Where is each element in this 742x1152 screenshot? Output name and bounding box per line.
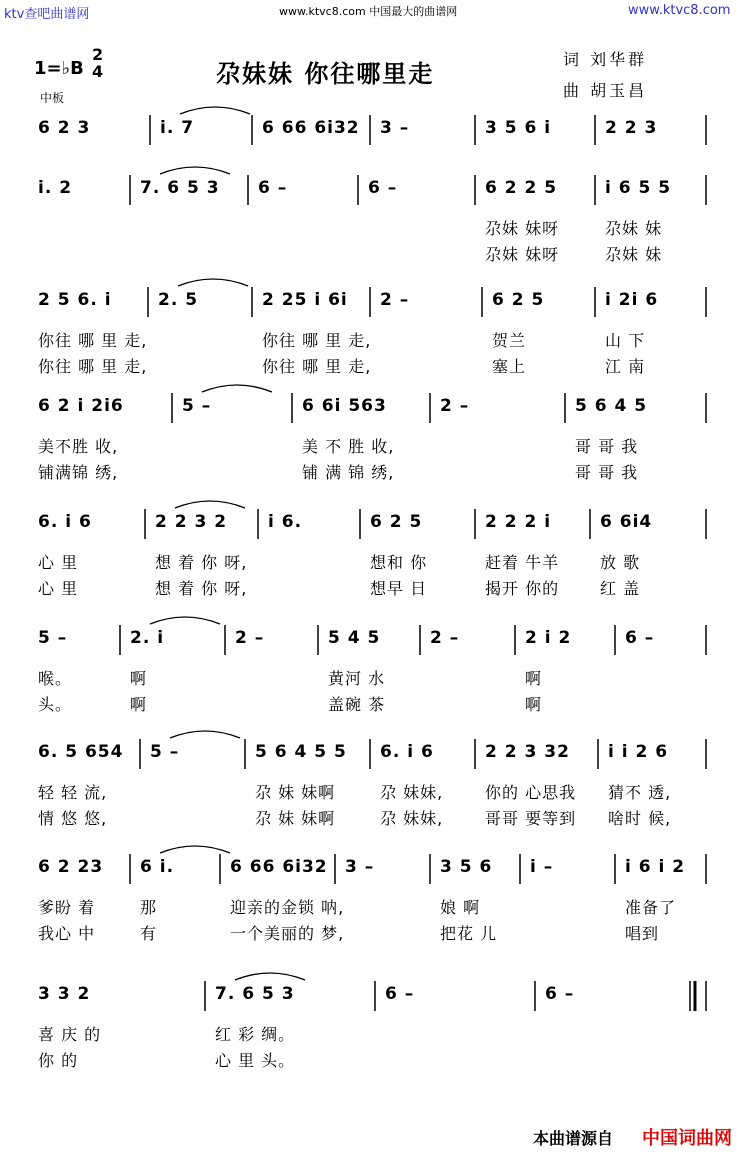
site-logo-left[interactable]: ktv查吧曲谱网 [4, 7, 90, 22]
measure-notes: 2 – [440, 396, 470, 416]
lyric-segment: 尕妹 妹呀 [485, 219, 560, 238]
measure-notes: 6 – [545, 984, 575, 1004]
slur [160, 846, 230, 853]
measure-notes: 5 – [150, 742, 180, 762]
time-signature-bottom: 4 [92, 62, 104, 81]
song-title: 尕妹妹 你往哪里走 [216, 60, 435, 88]
lyric-segment: 哥 哥 我 [575, 463, 639, 482]
measure-notes: 2 – [235, 628, 265, 648]
lyric-segment: 贺兰 [492, 331, 527, 350]
measure-notes: 6 – [625, 628, 655, 648]
measure-notes: 2. i [130, 628, 165, 648]
lyric-segment: 唱到 [625, 924, 660, 943]
score-row [30, 857, 710, 887]
source-label: 本曲谱源自 [533, 1129, 614, 1148]
lyric-segment: 想早 日 [370, 579, 428, 598]
lyric-segment: 美 不 胜 收, [302, 437, 395, 456]
lyric-segment: 娘 啊 [440, 898, 481, 917]
measure-notes: 2 2 3 2 [155, 512, 228, 532]
lyric-segment: 准备了 [625, 898, 677, 917]
slur [160, 167, 230, 174]
slur [178, 279, 248, 286]
lyric-segment: 你往 哪 里 走, [262, 331, 372, 350]
lyric-segment: 你 的 [38, 1051, 79, 1070]
measure-notes: 2 i 2 [525, 628, 572, 648]
lyric-segment: 江 南 [605, 357, 646, 376]
lyric-segment: 啊 [130, 669, 148, 688]
measure-notes: 5 6 4 5 [575, 396, 648, 416]
slur [170, 731, 240, 738]
lyric-segment: 头。 [38, 695, 73, 714]
measure-notes: 6 2 23 [38, 857, 104, 877]
measure-notes: 6 6i4 [600, 512, 653, 532]
measure-notes: 3 – [380, 118, 410, 138]
lyric-segment: 尕妹 妹呀 [485, 245, 560, 264]
lyric-segment: 啊 [525, 695, 543, 714]
score-row [30, 118, 710, 148]
measure-notes: 2 5 6. i [38, 290, 112, 310]
lyric-segment: 哥 哥 我 [575, 437, 639, 456]
lyric-segment: 你往 哪 里 走, [38, 331, 148, 350]
lyric-segment: 心 里 头。 [215, 1051, 296, 1070]
lyric-segment: 喉。 [38, 669, 73, 688]
measure-notes: i. 7 [160, 118, 195, 138]
lyric-segment: 那 [140, 898, 158, 917]
lyric-segment: 喜 庆 的 [38, 1025, 102, 1044]
measure-notes: 6. i 6 [38, 512, 92, 532]
measure-notes: 2 – [430, 628, 460, 648]
lyric-segment: 揭开 你的 [485, 579, 560, 598]
lyric-segment: 铺 满 锦 绣, [302, 463, 395, 482]
measure-notes: 2 25 i 6i [262, 290, 348, 310]
lyric-segment: 你往 哪 里 走, [262, 357, 372, 376]
score-row [30, 396, 710, 426]
lyric-segment: 哥哥 要等到 [485, 809, 577, 828]
time-signature [92, 46, 103, 80]
lyric-segment: 盖碗 茶 [328, 695, 386, 714]
score-row [30, 628, 710, 658]
measure-notes: i 6. [268, 512, 303, 532]
lyric-segment: 轻 轻 流, [38, 783, 108, 802]
slur [180, 107, 250, 114]
lyric-segment: 想和 你 [370, 553, 428, 572]
lyric-segment: 猜不 透, [608, 783, 672, 802]
key-signature: 1=♭B [34, 58, 84, 79]
lyricist-credit: 词 刘华群 [563, 50, 648, 69]
measure-notes: 6 – [368, 178, 398, 198]
measure-notes: 5 4 5 [328, 628, 381, 648]
lyric-segment: 铺满锦 绣, [38, 463, 119, 482]
measure-notes: 6 2 i 2i6 [38, 396, 124, 416]
site-url-right[interactable]: www.ktvc8.com [628, 3, 731, 18]
measure-notes: i – [530, 857, 554, 877]
measure-notes: 2 – [380, 290, 410, 310]
measure-notes: 5 6 4 5 5 [255, 742, 347, 762]
lyric-segment: 想 着 你 呀, [155, 553, 248, 572]
lyric-segment: 你往 哪 里 走, [38, 357, 148, 376]
measure-notes: 3 5 6 [440, 857, 493, 877]
lyric-segment: 放 歌 [600, 553, 641, 572]
lyric-segment: 想 着 你 呀, [155, 579, 248, 598]
score-row [30, 290, 710, 320]
measure-notes: 5 – [38, 628, 68, 648]
lyric-segment: 山 下 [605, 331, 646, 350]
lyric-segment: 黄河 水 [328, 669, 386, 688]
measure-notes: 2 2 2 i [485, 512, 552, 532]
measure-notes: i 6 5 5 [605, 178, 672, 198]
measure-notes: 7. 6 5 3 [140, 178, 220, 198]
score-row [30, 178, 710, 208]
measure-notes: i. 2 [38, 178, 73, 198]
score-row [30, 984, 710, 1014]
lyric-segment: 尕妹 妹 [605, 219, 663, 238]
measure-notes: 6 i. [140, 857, 175, 877]
measure-notes: 5 – [182, 396, 212, 416]
measure-notes: 2 2 3 32 [485, 742, 570, 762]
lyric-segment: 你的 心思我 [485, 783, 577, 802]
time-signature-top: 2 [92, 45, 104, 64]
slur [235, 973, 305, 980]
measure-notes: 3 – [345, 857, 375, 877]
lyric-segment: 尕 妹 妹啊 [255, 809, 336, 828]
measure-notes: 6 2 2 5 [485, 178, 558, 198]
measure-notes: 6 6i 563 [302, 396, 387, 416]
lyric-segment: 情 悠 悠, [38, 809, 108, 828]
measure-notes: 2 2 3 [605, 118, 658, 138]
measure-notes: 6 66 6i32 [230, 857, 328, 877]
tempo-marking: 中板 [40, 91, 65, 105]
lyric-segment: 红 盖 [600, 579, 641, 598]
lyric-segment: 美不胜 收, [38, 437, 119, 456]
lyric-segment: 心 里 [38, 579, 79, 598]
lyric-segment: 一个美丽的 梦, [230, 924, 345, 943]
measure-notes: 6 – [385, 984, 415, 1004]
score-row [30, 742, 710, 772]
measure-notes: 6 66 6i32 [262, 118, 360, 138]
lyric-segment: 尕 妹 妹啊 [255, 783, 336, 802]
measure-notes: 6. 5 654 [38, 742, 124, 762]
slur [175, 501, 245, 508]
lyric-segment: 啥时 候, [608, 809, 672, 828]
measure-notes: 6 2 5 [370, 512, 423, 532]
composer-credit: 曲 胡玉昌 [563, 81, 648, 100]
lyric-segment: 把花 儿 [440, 924, 498, 943]
lyric-segment: 我心 中 [38, 924, 96, 943]
source-site-link[interactable]: 中国词曲网 [642, 1128, 732, 1149]
measure-notes: i 6 i 2 [625, 857, 686, 877]
lyric-segment: 心 里 [38, 553, 79, 572]
measure-notes: 6 2 5 [492, 290, 545, 310]
slur [202, 385, 272, 392]
lyric-segment: 尕妹 妹 [605, 245, 663, 264]
lyric-segment: 塞上 [492, 357, 527, 376]
slur [150, 617, 220, 624]
measure-notes: 6. i 6 [380, 742, 434, 762]
measure-notes: i 2i 6 [605, 290, 659, 310]
measure-notes: 3 5 6 i [485, 118, 552, 138]
lyric-segment: 迎亲的金锁 呐, [230, 898, 345, 917]
lyric-segment: 爹盼 着 [38, 898, 96, 917]
measure-notes: 2. 5 [158, 290, 199, 310]
lyric-segment: 啊 [130, 695, 148, 714]
score-row [30, 512, 710, 542]
lyric-segment: 赶着 牛羊 [485, 553, 560, 572]
lyric-segment: 红 彩 绸。 [215, 1025, 296, 1044]
lyric-segment: 啊 [525, 669, 543, 688]
measure-notes: 7. 6 5 3 [215, 984, 295, 1004]
site-tagline: www.ktvc8.com 中国最大的曲谱网 [279, 5, 458, 18]
measure-notes: 6 – [258, 178, 288, 198]
measure-notes: 6 2 3 [38, 118, 91, 138]
lyric-segment: 尕 妹妹, [380, 809, 444, 828]
measure-notes: i i 2 6 [608, 742, 669, 762]
lyric-segment: 尕 妹妹, [380, 783, 444, 802]
lyric-segment: 有 [140, 924, 158, 943]
measure-notes: 3 3 2 [38, 984, 91, 1004]
